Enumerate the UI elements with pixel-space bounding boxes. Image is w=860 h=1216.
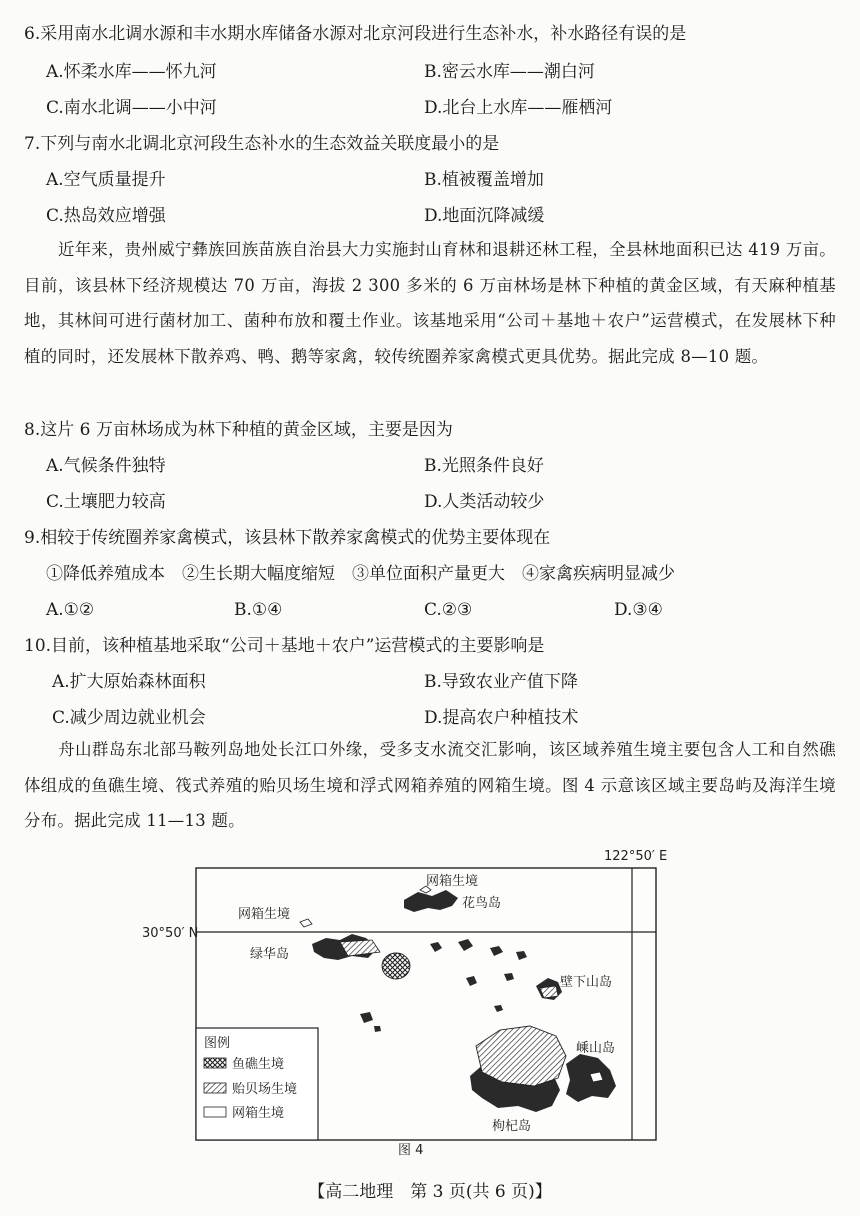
passage-11-13 xyxy=(24,732,836,839)
q8-option-d[interactable]: D.人类活动较少 xyxy=(424,492,545,512)
legend-title: 图例 xyxy=(204,1036,231,1051)
fish-reef-central xyxy=(382,953,410,979)
q8-option-c[interactable]: C.土壤肥力较高 xyxy=(46,492,166,512)
q7-option-a[interactable]: A.空气质量提升 xyxy=(46,170,166,190)
label-gouqi: 枸杞岛 xyxy=(492,1119,532,1134)
label-lvhua: 绿华岛 xyxy=(250,947,290,962)
q9-statement-items: ①降低养殖成本 ②生长期大幅度缩短 ③单位面积产量更大 ④家禽疾病明显减少 xyxy=(46,564,675,584)
q10-option-b[interactable]: B.导致农业产值下降 xyxy=(424,672,578,692)
q7-option-c[interactable]: C.热岛效应增强 xyxy=(46,206,166,226)
q8-option-a[interactable]: A.气候条件独特 xyxy=(46,456,166,476)
q6-option-d[interactable]: D.北台上水库——雁栖河 xyxy=(424,98,613,118)
label-bixiashan: 壁下山岛 xyxy=(560,975,613,990)
figure-4 xyxy=(0,840,860,1160)
figure-caption: 图 4 xyxy=(398,1143,424,1158)
label-shengshan: 嵊山岛 xyxy=(576,1041,616,1056)
q10-option-a[interactable]: A.扩大原始森林面积 xyxy=(52,672,206,692)
question-6-stem: 6.采用南水北调水源和丰水期水库储备水源对北京河段进行生态补水，补水路径有误的是 xyxy=(24,24,687,44)
q6-option-a[interactable]: A.怀柔水库——怀九河 xyxy=(46,62,217,82)
q10-option-d[interactable]: D.提高农户种植技术 xyxy=(424,708,579,728)
passage-8-10-text: 近年来，贵州威宁彝族回族苗族自治县大力实施封山育林和退耕还林工程，全县林地面积已达 419 万亩。目前，该县林下经济规模达 70 万亩，海拔 2 300 多米的 6 万亩林场是林下种植的黄金区域，有天麻种植基地，其林间可进行菌材加工、菌种布放和覆土作业。该基地采用“公司＋基地＋农户”运营模式，在发展林下种植的同时，还发展林下散养鸡、鸭、鹅等家禽，较传统圈养家禽模式更具优势。据此完成 8—10 题。 xyxy=(24,240,836,366)
legend-mussel-swatch xyxy=(204,1083,226,1093)
q10-option-c[interactable]: C.减少周边就业机会 xyxy=(52,708,206,728)
q7-option-b[interactable]: B.植被覆盖增加 xyxy=(424,170,544,190)
legend-fish-reef-swatch xyxy=(204,1058,226,1068)
q6-option-b[interactable]: B.密云水库——潮白河 xyxy=(424,62,595,82)
latitude-label: 30°50′ N xyxy=(142,926,199,941)
label-cage-huaniao: 网箱生境 xyxy=(426,874,479,889)
q9-option-a[interactable]: A.①② xyxy=(46,600,95,620)
page-footer: 【高二地理 第 3 页(共 6 页)】 xyxy=(308,1182,552,1202)
q8-option-b[interactable]: B.光照条件良好 xyxy=(424,456,544,476)
q7-option-d[interactable]: D.地面沉降减缓 xyxy=(424,206,545,226)
map-legend xyxy=(196,1028,318,1140)
question-9-stem: 9.相较于传统圈养家禽模式，该县林下散养家禽模式的优势主要体现在 xyxy=(24,528,551,548)
label-huaniao: 花鸟岛 xyxy=(462,896,502,911)
question-7-stem: 7.下列与南水北调北京河段生态补水的生态效益关联度最小的是 xyxy=(24,134,500,154)
question-10-stem: 10.目前，该种植基地采取“公司＋基地＋农户”运营模式的主要影响是 xyxy=(24,636,545,656)
q9-option-d[interactable]: D.③④ xyxy=(614,600,663,620)
legend-cage: 网箱生境 xyxy=(232,1106,285,1121)
legend-mussel: 贻贝场生境 xyxy=(232,1082,298,1097)
label-cage-lvhua: 网箱生境 xyxy=(238,907,291,922)
legend-cage-swatch xyxy=(204,1107,226,1117)
question-8-stem: 8.这片 6 万亩林场成为林下种植的黄金区域，主要是因为 xyxy=(24,420,453,440)
longitude-label: 122°50′ E xyxy=(604,849,668,864)
q9-option-b[interactable]: B.①④ xyxy=(234,600,283,620)
passage-11-13-text: 舟山群岛东北部马鞍列岛地处长江口外缘，受多支水流交汇影响，该区域养殖生境主要包含人工和自然礁体组成的鱼礁生境、筏式养殖的贻贝场生境和浮式网箱养殖的网箱生境。图 4 示意该区域主要岛屿及海洋生境分布。据此完成 11—13 题。 xyxy=(24,740,836,830)
legend-fish-reef: 鱼礁生境 xyxy=(232,1057,285,1072)
q9-option-c[interactable]: C.②③ xyxy=(424,600,473,620)
q6-option-c[interactable]: C.南水北调——小中河 xyxy=(46,98,217,118)
passage-8-10 xyxy=(24,232,836,374)
